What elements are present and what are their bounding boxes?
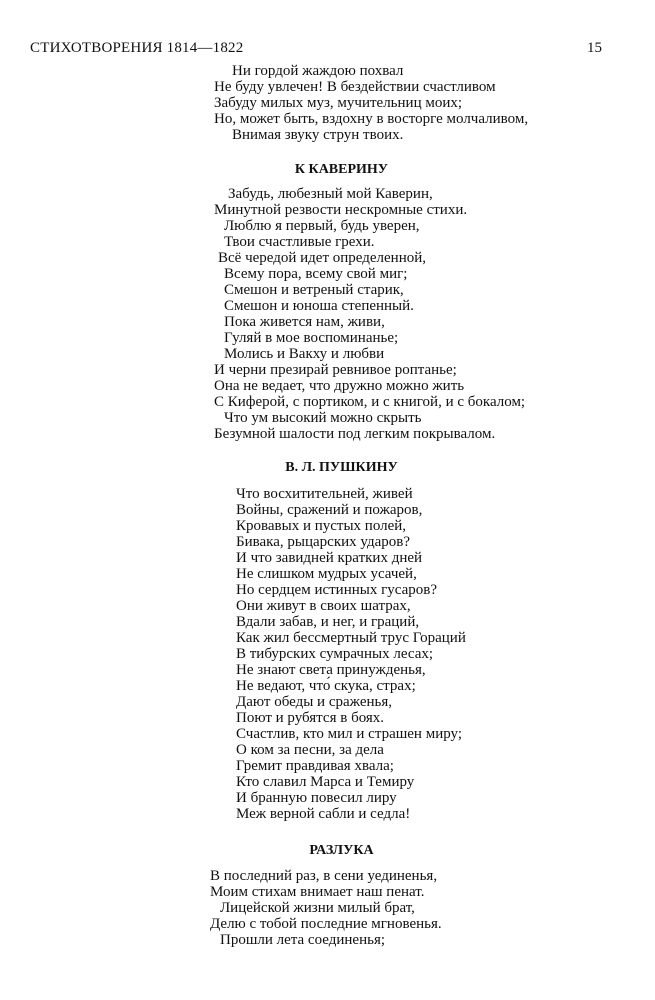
verse-line: Вдали забав, и нег, и граций, bbox=[236, 614, 420, 630]
verse-line: Кто славил Марса и Темиру bbox=[236, 774, 415, 790]
verse-line: Они живут в своих шатрах, bbox=[236, 598, 411, 614]
verse-line: О ком за песни, за дела bbox=[236, 742, 384, 758]
verse-line: Но сердцем истинных гусаров? bbox=[236, 582, 437, 598]
poem-title: В. Л. ПУШКИНУ bbox=[285, 460, 398, 475]
verse-line: Кровавых и пустых полей, bbox=[236, 518, 407, 534]
verse-line: Поют и рубятся в боях. bbox=[236, 710, 385, 726]
verse-line: Счастлив, кто мил и страшен миру; bbox=[236, 726, 463, 742]
verse-line: Делю с тобой последние мгновенья. bbox=[210, 916, 442, 932]
verse-line: Не буду увлечен! В бездействии счастливом bbox=[214, 79, 496, 95]
verse-line: Внимая звуку струн твоих. bbox=[232, 127, 404, 143]
verse-line: Не ведают, что́ скука, страх; bbox=[236, 678, 416, 694]
poem-k-kaverinu bbox=[0, 162, 655, 442]
verse-line: Лицейской жизни милый брат, bbox=[220, 900, 415, 916]
verse-line: Смешон и юноша степенный. bbox=[224, 298, 414, 314]
verse-line: И что завидней кратких дней bbox=[236, 550, 423, 566]
verse-line: С Киферой, с портиком, и с книгой, и с бокалом; bbox=[214, 394, 526, 410]
verse-line: Забуду милых муз, мучительниц моих; bbox=[214, 95, 463, 111]
verse-line: Как жил бессмертный трус Гораций bbox=[236, 630, 466, 646]
poem-title: РАЗЛУКА bbox=[309, 843, 374, 858]
verse-line: Молись и Вакху и любви bbox=[224, 346, 385, 362]
poem-razluka bbox=[0, 843, 655, 948]
verse-line: Не знают света принужденья, bbox=[236, 662, 426, 678]
verse-line: Дают обеды и сраженья, bbox=[236, 694, 392, 710]
verse-line: Люблю я первый, будь уверен, bbox=[224, 218, 420, 234]
verse-line: Безумной шалости под легким покрывалом. bbox=[214, 426, 496, 442]
verse-line: Всё чередой идет определенной, bbox=[218, 250, 427, 266]
verse-line: Забудь, любезный мой Каверин, bbox=[228, 186, 433, 202]
verse-line: Что восхитительней, живей bbox=[236, 486, 413, 502]
verse-line: Твои счастливые грехи. bbox=[224, 234, 375, 250]
verse-line: Но, может быть, вздохну в восторге молчаливом, bbox=[214, 111, 529, 127]
verse-line: В тибурских сумрачных лесах; bbox=[236, 646, 434, 662]
verse-line: Прошли лета соединенья; bbox=[220, 932, 386, 948]
verse-line: Моим стихам внимает наш пенат. bbox=[210, 884, 425, 900]
page-header bbox=[30, 40, 602, 60]
verse-line: Не слишком мудрых усачей, bbox=[236, 566, 417, 582]
verse-line: Войны, сражений и пожаров, bbox=[236, 502, 423, 518]
verse-line: Гуляй в мое воспоминанье; bbox=[224, 330, 399, 346]
verse-line: В последний раз, в сени уединенья, bbox=[210, 868, 438, 884]
verse-line: Что ум высокий можно скрыть bbox=[224, 410, 422, 426]
running-title: СТИХОТВОРЕНИЯ 1814—1822 bbox=[30, 40, 244, 56]
poem-v-l-pushkinu bbox=[0, 460, 655, 822]
verse-line: Смешон и ветреный старик, bbox=[224, 282, 404, 298]
verse-line: Ни гордой жаждою похвал bbox=[232, 63, 404, 79]
verse-line: Меж верной сабли и седла! bbox=[236, 806, 411, 822]
verse-line: Бивака, рыцарских ударов? bbox=[236, 534, 410, 550]
poem-title: К КАВЕРИНУ bbox=[294, 162, 389, 177]
verse-line: Гремит правдивая хвала; bbox=[236, 758, 394, 774]
verse-line: Она не ведает, что дружно можно жить bbox=[214, 378, 465, 394]
verse-line: И бранную повесил лиру bbox=[236, 790, 397, 806]
verse-line: Пока живется нам, живи, bbox=[224, 314, 385, 330]
page-content bbox=[0, 63, 655, 948]
verse-line: Минутной резвости нескромные стихи. bbox=[214, 202, 468, 218]
page-number: 15 bbox=[587, 40, 602, 56]
poem-fragment bbox=[0, 63, 655, 143]
verse-line: Всему пора, всему свой миг; bbox=[224, 266, 408, 282]
verse-line: И черни презирай ревнивое роптанье; bbox=[214, 362, 457, 378]
